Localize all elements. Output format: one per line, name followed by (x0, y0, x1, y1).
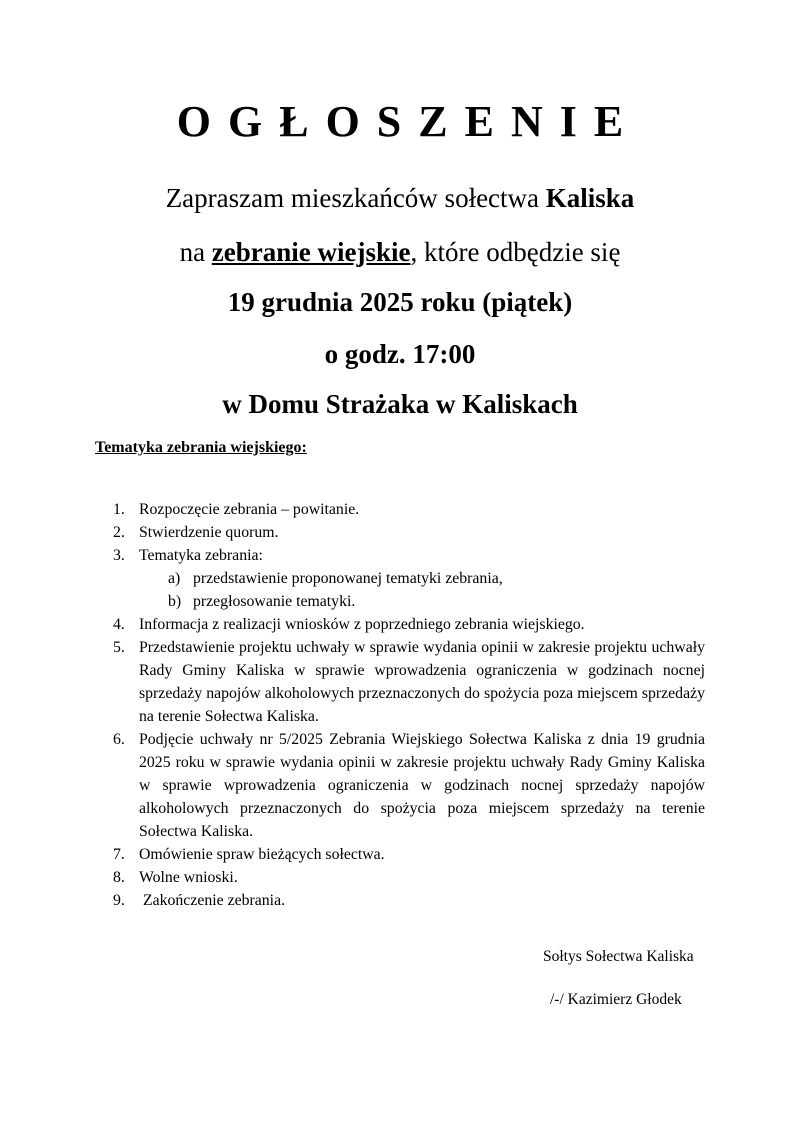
agenda-item-number-text: 8. (113, 869, 125, 886)
agenda-item-number (110, 866, 139, 889)
agenda-item-number (110, 521, 139, 544)
intro-text: , które odbędzie się (410, 237, 621, 267)
agenda-item-text: Rozpoczęcie zebrania – powitanie. (139, 501, 360, 518)
agenda-item-text: Tematyka zebrania: (139, 547, 263, 564)
agenda-item-text: Informacja z realizacji wniosków z poprzedniego zebrania wiejskiego. (139, 616, 585, 633)
agenda-list (110, 498, 709, 912)
agenda-item (110, 613, 705, 636)
village-name: Kaliska (545, 183, 635, 213)
agenda-item-number (110, 889, 139, 912)
agenda-item (110, 889, 705, 912)
agenda-subitem-letter: a) (168, 570, 181, 587)
signature-role: Sołtys Sołectwa Kaliska (543, 948, 694, 965)
intro-line-1 (0, 183, 800, 214)
agenda-item-number (110, 843, 139, 866)
signature-name: /-/ Kazimierz Głodek (550, 991, 682, 1008)
agenda-item (110, 636, 709, 728)
agenda-subitem-text: przegłosowanie tematyki. (193, 593, 356, 610)
agenda-item (110, 521, 705, 544)
agenda-item-number-text: 9. (113, 892, 125, 909)
agenda-item (110, 843, 705, 866)
agenda-item-number-text: 5. (113, 639, 125, 656)
agenda-item-number-text: 4. (113, 616, 125, 633)
agenda-item-number-text: 6. (113, 731, 125, 748)
agenda-item-number-text: 7. (113, 846, 125, 863)
agenda-item-number (110, 728, 139, 843)
agenda-item-number (110, 613, 139, 636)
agenda-subitem (110, 590, 705, 613)
agenda-item-number-text: 2. (113, 524, 125, 541)
agenda-item-text: Zakończenie zebrania. (139, 892, 286, 909)
agenda-subitem-letter: b) (168, 593, 182, 610)
agenda-item-text: Podjęcie uchwały nr 5/2025 Zebrania Wiejskiego Sołectwa Kaliska z dnia 19 grudnia 2025 roku w sprawie wydania opinii w zakresie projektu uchwały Rady Gminy Kaliska w sprawie wprowadzenia ograniczenia w godzinach nocnej sprzedaży napojów alkoholowych przeznaczonych do spożycia poza miejscem sprzedaży na terenie Sołectwa Kaliska. (139, 731, 709, 840)
meeting-type: zebranie wiejskie (211, 237, 411, 267)
agenda-subitem (110, 567, 705, 590)
agenda-heading: Tematyka zebrania wiejskiego: (95, 439, 307, 456)
agenda-item (110, 728, 709, 843)
agenda-item-text: Przedstawienie projektu uchwały w sprawie wydania opinii w zakresie projektu uchwały Rady Gminy Kaliska w sprawie wprowadzenia ograniczenia w godzinach nocnej sprzedaży napojów alkoholowych przeznaczonych do spożycia poza miejscem sprzedaży na terenie Sołectwa Kaliska. (139, 639, 709, 725)
agenda-item-text: Wolne wnioski. (139, 869, 238, 886)
agenda-item-number (110, 544, 139, 567)
agenda-item (110, 544, 705, 567)
agenda-item (110, 866, 705, 889)
agenda-item (110, 498, 705, 521)
agenda-item-number-text: 3. (113, 547, 125, 564)
agenda-item-number-text: 1. (113, 501, 125, 518)
announcement-title: OGŁOSZENIE (176, 97, 641, 146)
agenda-item-text: Stwierdzenie quorum. (139, 524, 279, 541)
intro-text: na (179, 237, 212, 267)
agenda-subitem-text: przedstawienie proponowanej tematyki zebrania, (193, 570, 503, 587)
agenda-item-number (110, 498, 139, 521)
intro-text: Zapraszam mieszkańców sołectwa (165, 183, 546, 213)
meeting-time: o godz. 17:00 (324, 339, 476, 369)
meeting-place: w Domu Strażaka w Kaliskach (222, 389, 578, 419)
meeting-date: 19 grudnia 2025 roku (piątek) (227, 287, 573, 317)
agenda-item-number (110, 636, 139, 728)
intro-line-2 (0, 237, 800, 268)
agenda-item-text: Omówienie spraw bieżących sołectwa. (139, 846, 385, 863)
